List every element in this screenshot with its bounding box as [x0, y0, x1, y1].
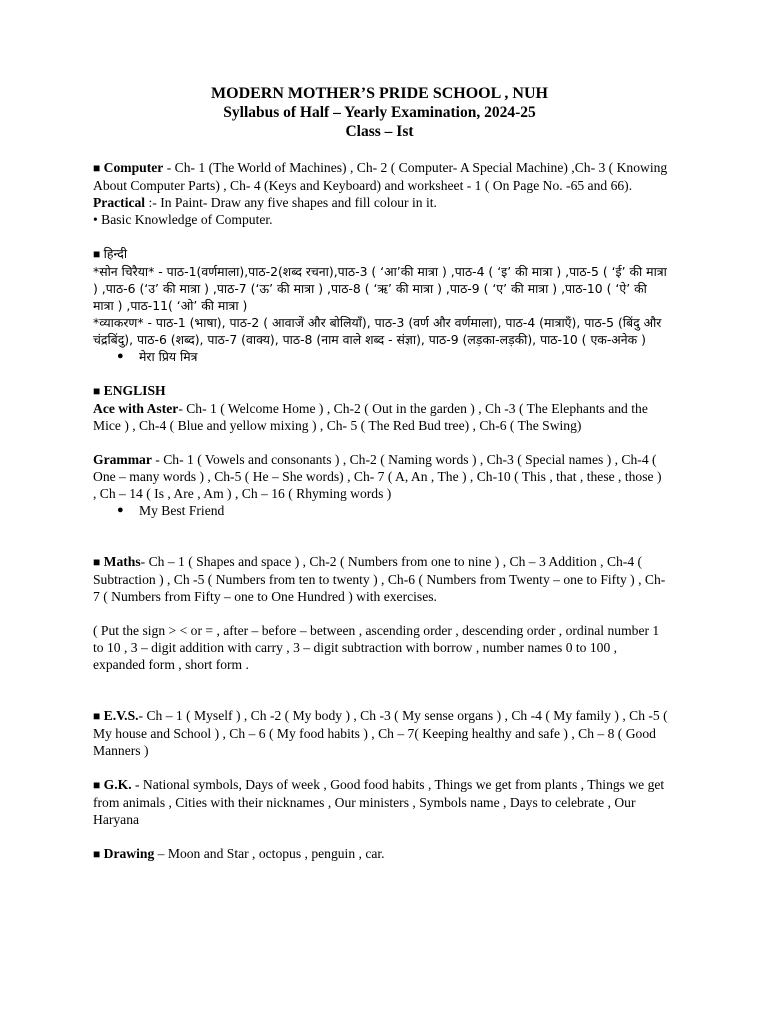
section-english	[93, 382, 668, 519]
ace-with-aster: Ace with Aster- Ch- 1 ( Welcome Home ) , Ch-2 ( Out in the garden ) , Ch -3 ( The Elephants and the Mice ) , Ch-4 ( Blue and yellow mixing ) , Ch- 5 ( The Red Bud tree) , Ch-6 ( The Swing)	[93, 401, 648, 433]
black-square-icon: ■	[93, 384, 101, 398]
ace-label: Ace with Aster	[93, 401, 179, 416]
section-maths	[93, 553, 668, 673]
school-name: MODERN MOTHER’S PRIDE SCHOOL , NUH	[211, 85, 548, 102]
gk-text: ■ G.K. - National symbols, Days of week , Good food habits , Things we get from plants , Things we get from animals , Cities with their nicknames , Our ministers , Symbols name , Days to celebrate , Our Haryana	[93, 777, 665, 827]
drawing-text: ■ Drawing – Moon and Star , octopus , penguin , car.	[93, 846, 385, 861]
section-drawing	[93, 845, 668, 863]
maths-text: ■ Maths- Ch – 1 ( Shapes and space ) , Ch-2 ( Numbers from one to nine ) , Ch – 3 Addition , Ch-4 ( Subtraction ) , Ch -5 ( Numbers from ten to twenty ) , Ch-6 ( Numbers from Twenty – one to Fifty ) , Ch-7 ( Numbers from Fifty – one to One Hundred ) with exercises.	[93, 554, 666, 604]
grammar-label: Grammar	[93, 452, 152, 467]
grammar-text: Grammar - Ch- 1 ( Vowels and consonants ) , Ch-2 ( Naming words ) , Ch-3 ( Special names ) , Ch-4 ( One – many words ) , Ch-5 ( He – She words) , Ch- 7 ( A, An , The ) , Ch-10 ( This , that , these , those ) , Ch – 14 ( Is , Are , Am ) , Ch – 16 ( Rhyming words )	[93, 452, 662, 501]
bullet-dot-icon: ●	[117, 504, 124, 516]
black-square-icon: ■	[93, 555, 101, 569]
black-square-icon: ■	[93, 161, 101, 175]
hindi-label: हिन्दी	[103, 246, 128, 261]
maths-label: Maths	[103, 554, 141, 569]
maths-extra: ( Put the sign > < or = , after – before – between , ascending order , descending order , ordinal number 1 to 10 , 3 – digit addition with carry , 3 – digit subtraction with borrow , number names 0 to 100 , expanded form , short form .	[93, 623, 660, 672]
black-square-icon: ■	[93, 778, 101, 792]
hindi-bullet	[117, 348, 668, 365]
english-heading	[93, 382, 668, 400]
practical-label: Practical	[93, 195, 146, 210]
black-square-icon: ■	[93, 709, 101, 723]
exam-title: Syllabus of Half – Yearly Examination, 2024-25	[223, 104, 536, 121]
practical-text: Practical :- In Paint- Draw any five shapes and fill colour in it.	[93, 195, 437, 210]
class-title: Class – Ist	[345, 123, 414, 140]
hindi-heading	[93, 245, 668, 263]
black-square-icon: ■	[93, 847, 101, 861]
section-computer	[93, 159, 668, 228]
evs-text: ■ E.V.S.- Ch – 1 ( Myself ) , Ch -2 ( My body ) , Ch -3 ( My sense organs ) , Ch -4 ( My family ) , Ch -5 ( My house and School ) , Ch – 6 ( My food habits ) , Ch – 7( Keeping healthy and safe ) , Ch – 8 ( Good Manners )	[93, 708, 668, 758]
english-bullet-text: My Best Friend	[139, 503, 225, 518]
hindi-bullet-text: मेरा प्रिय मित्र	[139, 349, 198, 364]
gk-label: G.K.	[103, 777, 132, 792]
evs-label: E.V.S.	[103, 708, 139, 723]
computer-text: ■ Computer - Ch- 1 (The World of Machines) , Ch- 2 ( Computer- A Special Machine) ,Ch- 3 ( Knowing About Computer Parts) , Ch- 4 (Keys and Keyboard) and worksheet - 1 ( On Page No. -65 and 66).	[93, 160, 668, 193]
computer-label: Computer	[103, 160, 164, 175]
drawing-label: Drawing	[103, 846, 155, 861]
english-label: ENGLISH	[103, 383, 166, 398]
hindi-son-chiraiya: *सोन चिरैया* - पाठ-1(वर्णमाला),पाठ-2(शब्द रचना),पाठ-3 ( ‘आ’की मात्रा ) ,पाठ-4 ( ‘इ’ की मात्रा ) ,पाठ-5 ( ‘ई’ की मात्रा ) ,पाठ-6 (‘उ’ की मात्रा ) ,पाठ-7 (‘ऊ’ की मात्रा ) ,पाठ-8 ( ‘ऋ’ की मात्रा ) ,पाठ-9 ( ‘ए’ की मात्रा ) ,पाठ-10 ( ‘ऐ’ की मात्रा ) ,पाठ-11( ‘ओ’ की मात्रा )	[93, 264, 667, 313]
english-bullet	[117, 502, 668, 519]
basic-knowledge: • Basic Knowledge of Computer.	[93, 212, 273, 227]
black-square-icon: ■	[93, 247, 101, 261]
section-gk	[93, 776, 668, 828]
document-header	[91, 84, 668, 141]
section-hindi	[93, 245, 668, 365]
hindi-vyakaran: *व्याकरण* - पाठ-1 (भाषा), पाठ-2 ( आवाजें और बोलियाँ), पाठ-3 (वर्ण और वर्णमाला), पाठ-4 (मात्राएँ), पाठ-5 (बिंदु और चंद्रबिंदु), पाठ-6 (शब्द), पाठ-7 (वाक्य), पाठ-8 (नाम वाले शब्द - संज्ञा), पाठ-9 (लड़का-लड़की), पाठ-10 ( एक-अनेक )	[93, 315, 662, 347]
bullet-dot-icon: ●	[117, 350, 124, 362]
section-evs	[93, 707, 668, 759]
